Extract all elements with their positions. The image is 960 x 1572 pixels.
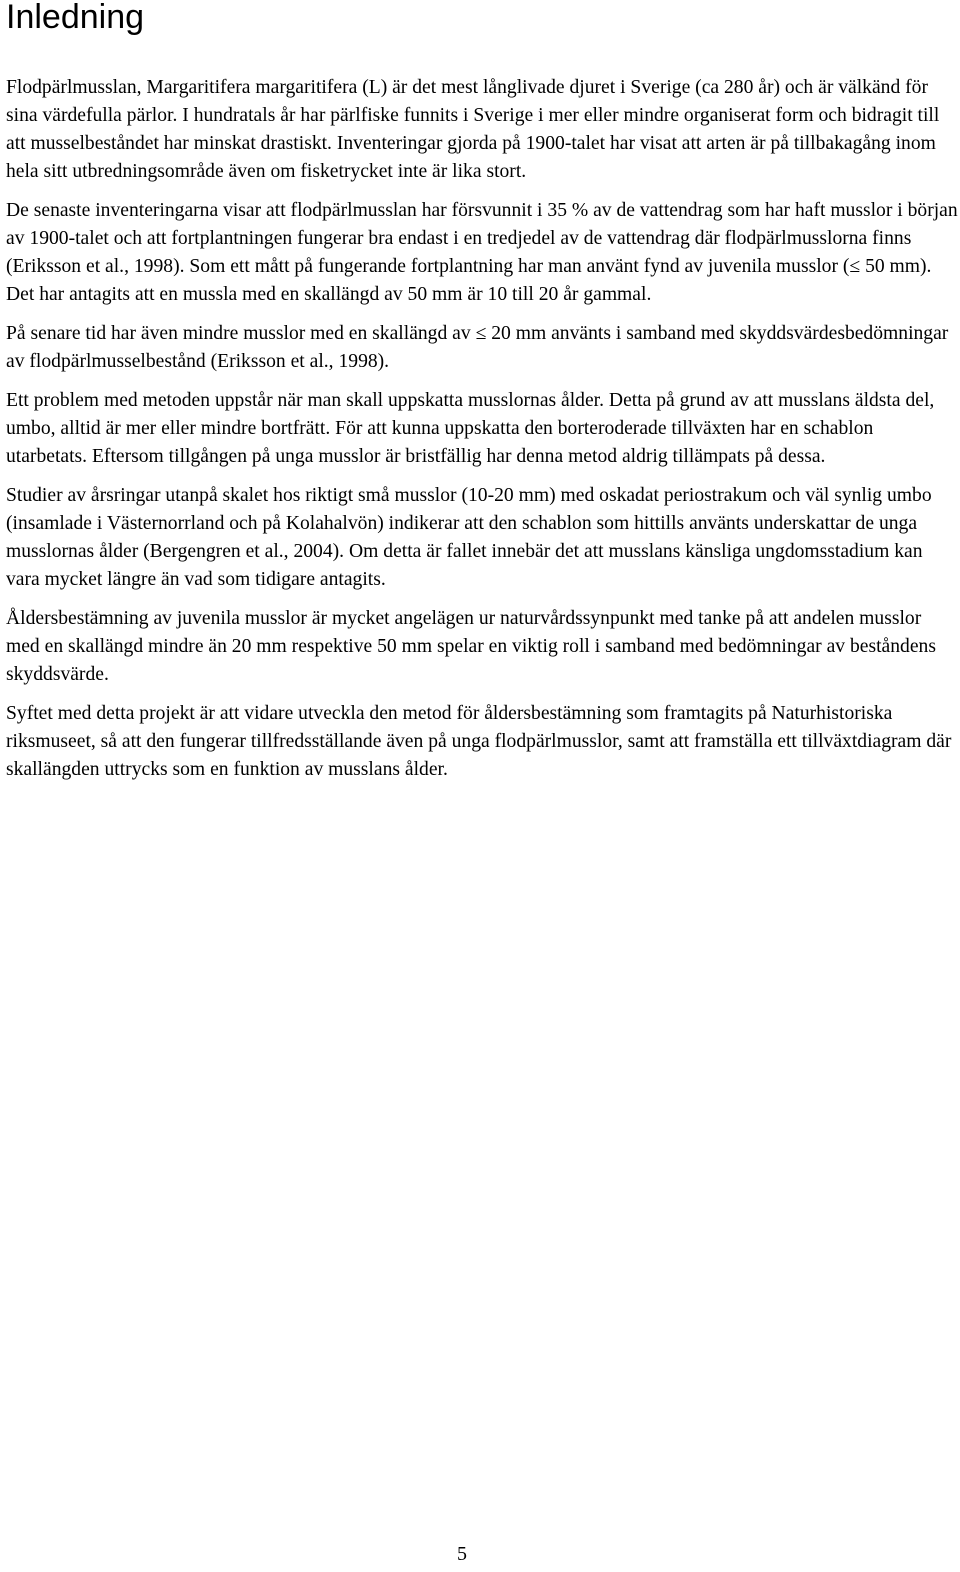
paragraph-3: På senare tid har även mindre musslor med en skallängd av ≤ 20 mm använts i samband med skyddsvärdesbedömningar av flodpärlmusselbestånd (Eriksson et al., 1998). — [6, 323, 949, 372]
paragraph-7: Syftet med detta projekt är att vidare utveckla den metod för åldersbestämning som framtagits på Naturhistoriska riksmuseet, så att den fungerar tillfredsställande även på unga flodpärlmusslor, samt att framställa ett tillväxtdiagram där skallängden uttrycks som en funktion av musslans ålder. — [6, 703, 952, 780]
page-number: 5 — [457, 1543, 467, 1565]
body-text — [6, 74, 958, 795]
section-heading: Inledning — [6, 0, 145, 36]
paragraph-1: Flodpärlmusslan, Margaritifera margaritifera (L) är det mest långlivade djuret i Sverige (ca 280 år) och är välkänd för sina värdefulla pärlor. I hundratals år har pärlfiske funnits i Sverige i mer eller mindre organiserat form och bidragit till att musselbeståndet har minskat drastiskt. Inventeringar gjorda på 1900-talet har visat att arten är på tillbakagång inom hela sitt utbredningsområde även om fisketrycket inte är lika stort. — [6, 77, 940, 182]
paragraph-5: Studier av årsringar utanpå skalet hos riktigt små musslor (10-20 mm) med oskadat periostrakum och väl synlig umbo (insamlade i Västernorrland och på Kolahalvön) indikerar att den schablon som hittills använts underskattar de unga musslornas ålder (Bergengren et al., 2004). Om detta är fallet innebär det att musslans känsliga ungdomsstadium kan vara mycket längre än vad som tidigare antagits. — [6, 485, 932, 590]
paragraph-4: Ett problem med metoden uppstår när man skall uppskatta musslornas ålder. Detta på grund av att musslans äldsta del, umbo, alltid är mer eller mindre bortfrätt. För att kunna uppskatta den borteroderade tillväxten har en schablon utarbetats. Eftersom tillgången på unga musslor är bristfällig har denna metod aldrig tillämpats på dessa. — [6, 390, 935, 467]
paragraph-6: Åldersbestämning av juvenila musslor är mycket angelägen ur naturvårdssynpunkt med tanke på att andelen musslor med en skallängd mindre än 20 mm respektive 50 mm spelar en viktig roll i samband med bedömningar av beståndens skyddsvärde. — [6, 608, 936, 685]
paragraph-2: De senaste inventeringarna visar att flodpärlmusslan har försvunnit i 35 % av de vattendrag som har haft musslor i början av 1900-talet och att fortplantningen fungerar bra endast i en tredjedel av de vattendrag där flodpärlmusslorna finns (Eriksson et al., 1998). Som ett mått på fungerande fortplantning har man använt fynd av juvenila musslor (≤ 50 mm). Det har antagits att en mussla med en skallängd av 50 mm är 10 till 20 år gammal. — [6, 200, 958, 305]
